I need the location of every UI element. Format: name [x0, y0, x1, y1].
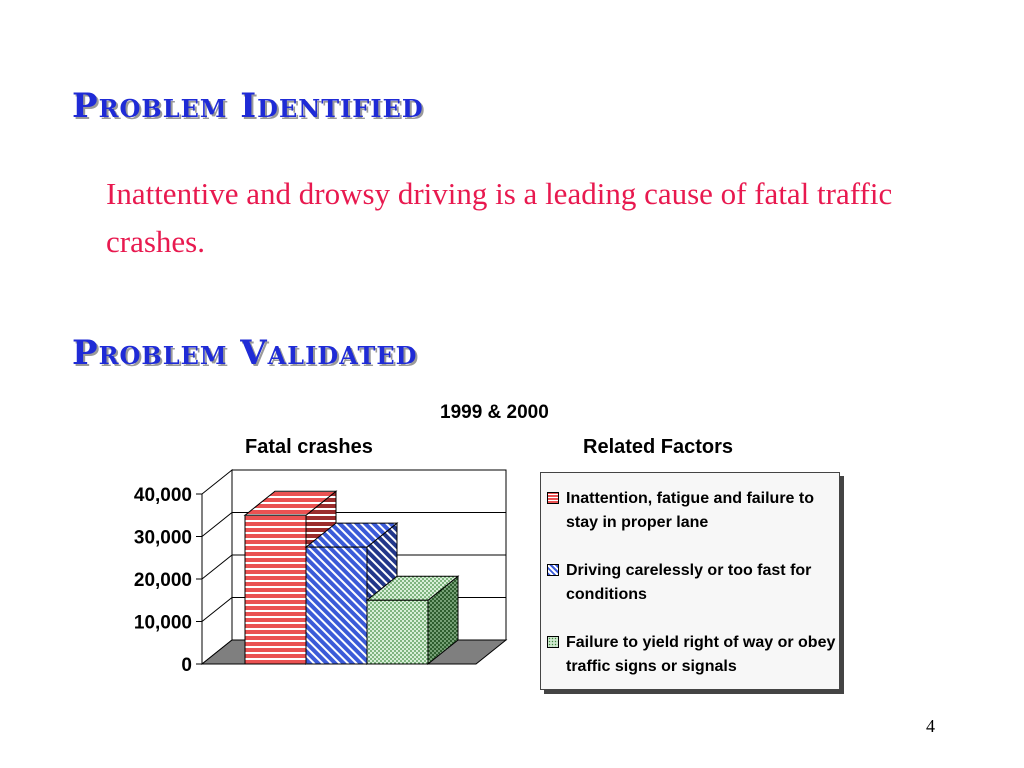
- bar: [306, 547, 367, 664]
- legend-swatch: [547, 564, 559, 576]
- page-number: 4: [926, 716, 935, 736]
- legend-label: Failure to yield right of way or obey traffic signs or signals: [566, 634, 836, 675]
- body-text: Inattentive and drowsy driving is a leading cause of fatal traffic crashes.: [106, 176, 893, 259]
- bar: [245, 515, 306, 664]
- heading-problem-validated: Problem Validated: [72, 333, 418, 373]
- chart-subtitle-left: Fatal crashes: [245, 436, 373, 458]
- y-tick-label: 0: [181, 655, 192, 676]
- legend-swatch: [547, 492, 559, 504]
- chart-title: 1999 & 2000: [440, 402, 549, 423]
- heading-problem-identified: Problem Identified: [72, 86, 424, 126]
- y-tick-label: 10,000: [133, 612, 192, 634]
- legend-label: Inattention, fatigue and failure to stay in proper lane: [566, 490, 814, 531]
- chart-subtitle-right: Related Factors: [583, 436, 734, 458]
- bar: [367, 600, 428, 664]
- y-tick-label: 40,000: [133, 485, 192, 506]
- y-tick-label: 20,000: [133, 570, 192, 591]
- legend-swatch: [547, 636, 559, 648]
- legend-label: Driving carelessly or too fast for conditions: [566, 562, 812, 603]
- y-tick-label: 30,000: [133, 527, 192, 549]
- chart-legend: [540, 472, 840, 690]
